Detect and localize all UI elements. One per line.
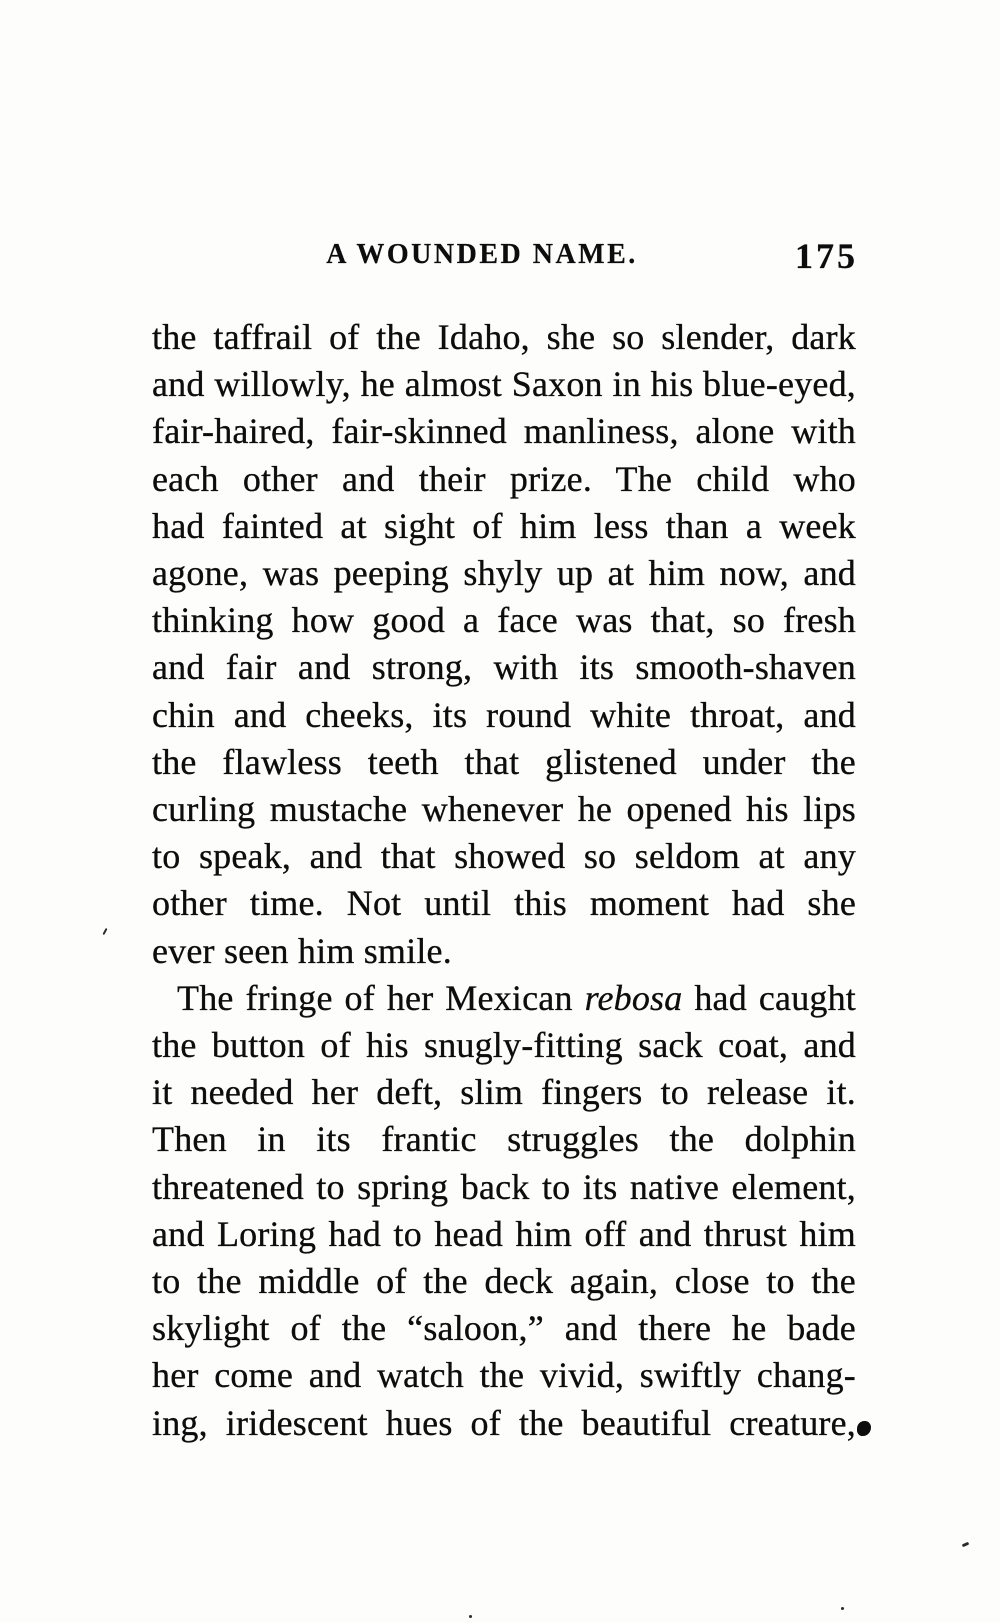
paragraph xyxy=(152,975,856,1447)
text-line: her come and watch the vivid, swiftly chang- xyxy=(152,1355,856,1396)
page-number: 175 xyxy=(795,236,858,276)
text-line: skylight of the “saloon,” and there he bade xyxy=(152,1308,856,1349)
text-line: thinking how good a face was that, so fresh xyxy=(152,600,856,641)
text-line: had fainted at sight of him less than a week xyxy=(152,505,856,546)
scan-speck xyxy=(469,1615,472,1618)
text-line: and willowly, he almost Saxon in his blue-eyed, xyxy=(152,364,856,405)
text-line: fair-haired, fair-skinned manliness, alone with xyxy=(152,411,856,452)
text-line: ing, iridescent hues of the beautiful creature, xyxy=(152,1402,856,1443)
text-line: to the middle of the deck again, close to the xyxy=(152,1261,856,1302)
scan-speck xyxy=(841,1607,844,1610)
text-line: the taffrail of the Idaho, she so slender, dark xyxy=(152,317,856,357)
text-line: each other and their prize. The child who xyxy=(152,458,856,499)
text-line: to speak, and that showed so seldom at any xyxy=(152,836,856,877)
paragraph xyxy=(152,314,856,975)
text-line: the button of his snugly-fitting sack coat, and xyxy=(152,1025,856,1066)
text-line: Then in its frantic struggles the dolphin xyxy=(152,1119,856,1160)
text-line: ever seen him smile. xyxy=(152,930,452,971)
text-line: other time. Not until this moment had she xyxy=(152,883,856,924)
text-line: and fair and strong, with its smooth-shaven xyxy=(152,647,856,688)
text-line: The fringe of her Mexican rebosa had caught xyxy=(177,977,857,1018)
ink-blob xyxy=(857,1421,871,1436)
scan-speck xyxy=(102,928,107,935)
text-line: threatened to spring back to its native element, xyxy=(152,1166,856,1207)
text-line: and Loring had to head him off and thrust him xyxy=(152,1213,856,1254)
text-line: chin and cheeks, its round white throat, and xyxy=(152,694,856,735)
text-line: it needed her deft, slim fingers to release it. xyxy=(152,1072,856,1113)
text-line: agone, was peeping shyly up at him now, and xyxy=(152,553,856,594)
page-text xyxy=(152,314,856,1447)
text-line: the flawless teeth that glistened under the xyxy=(152,741,856,782)
text-line: curling mustache whenever he opened his lips xyxy=(152,789,856,830)
scan-speck xyxy=(962,1542,970,1548)
italic-word: rebosa xyxy=(584,977,683,1018)
running-header-title: A WOUNDED NAME. xyxy=(326,239,638,270)
